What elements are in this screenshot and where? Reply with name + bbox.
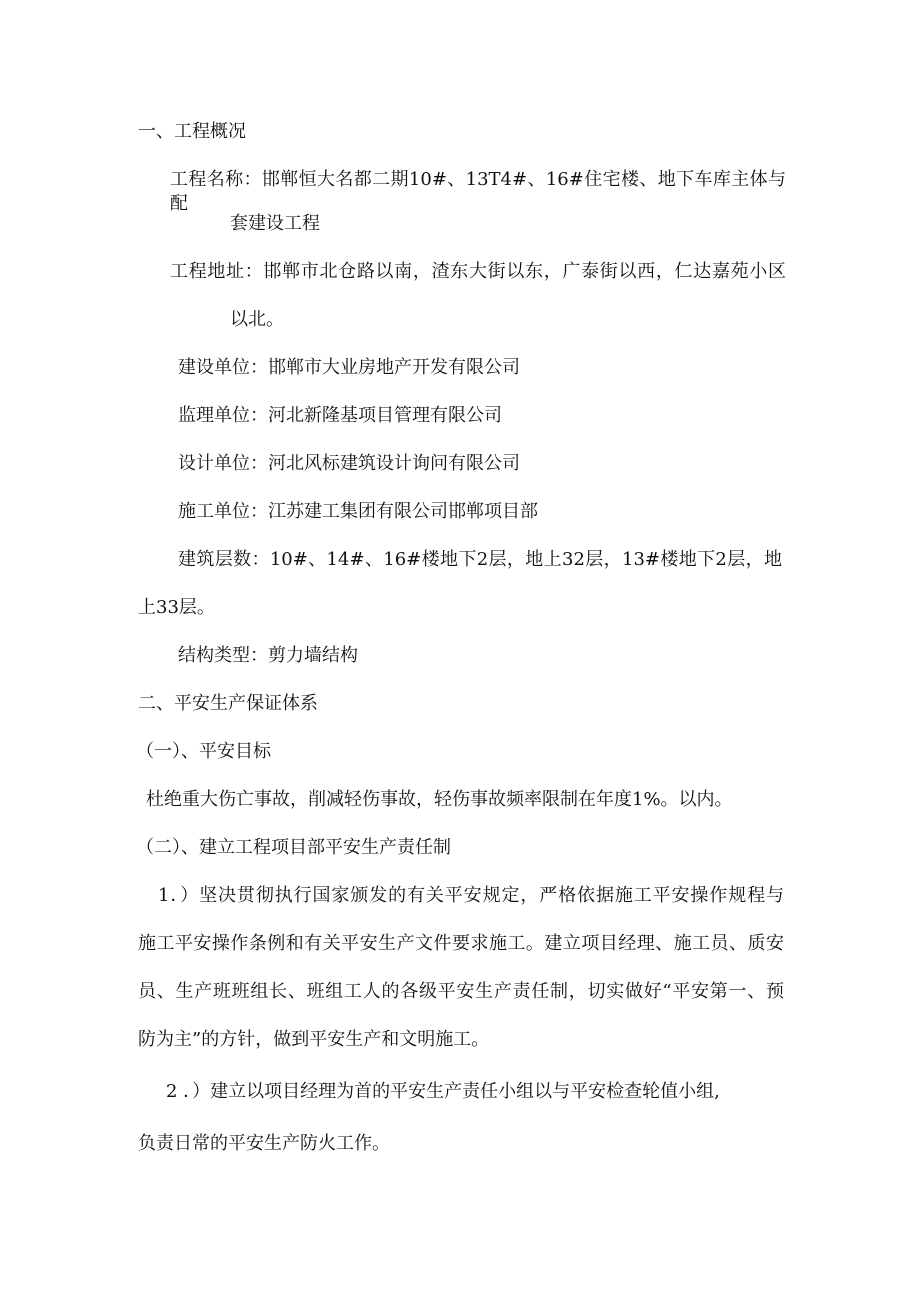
- item1-line2: 施工平安操作条例和有关平安生产文件要求施工。建立项目经理、施工员、质安: [138, 933, 784, 954]
- item2-line2: 负责日常的平安生产防火工作。: [138, 1133, 390, 1154]
- project-name-line2: 套建设工程: [230, 213, 320, 234]
- section2-heading: 二、平安生产保证体系: [138, 693, 318, 714]
- section1-heading: 一、工程概况: [138, 121, 246, 142]
- project-address-line1: 工程地址：邯郸市北仓路以南，渣东大街以东，广泰街以西，仁达嘉苑小区: [170, 261, 786, 282]
- safety-goal-text: 杜绝重大伤亡事故，削减轻伤事故，轻伤事故频率限制在年度1%。以内。: [146, 789, 733, 810]
- item2-line1: 2 ．）建立以项目经理为首的平安生产责任小组以与平安检查轮值小组,: [166, 1081, 720, 1102]
- floors-line1: 建筑层数：10#、14#、16#楼地下2层，地上32层，13#楼地下2层，地: [178, 549, 782, 570]
- builder-unit: 建设单位：邯郸市大业房地产开发有限公司: [178, 357, 520, 378]
- floors-line2: 上33层。: [138, 597, 215, 618]
- item1-line1: 1．）坚决贯彻执行国家颁发的有关平安规定，严格依据施工平安操作规程与: [158, 885, 784, 906]
- project-address-line2: 以北。: [230, 309, 284, 330]
- structure-type: 结构类型：剪力墙结构: [178, 645, 358, 666]
- contractor-unit: 施工单位：江苏建工集团有限公司邯郸项目部: [178, 501, 538, 522]
- supervisor-unit: 监理单位：河北新隆基项目管理有限公司: [178, 405, 502, 426]
- item1-line3: 员、生产班班组长、班组工人的各级平安生产责任制，切实做好“平安第一、预: [138, 981, 784, 1002]
- sub2-heading: （二）、建立工程项目部平安生产责任制: [136, 837, 451, 858]
- item1-line4: 防为主”的方针，做到平安生产和文明施工。: [138, 1029, 490, 1050]
- project-name-line1: 工程名称：邯郸恒大名都二期10#、13T4#、16#住宅楼、地下车库主体与配: [170, 169, 786, 214]
- designer-unit: 设计单位：河北风标建筑设计询问有限公司: [178, 453, 520, 474]
- sub1-heading: （一）、平安目标: [136, 741, 271, 762]
